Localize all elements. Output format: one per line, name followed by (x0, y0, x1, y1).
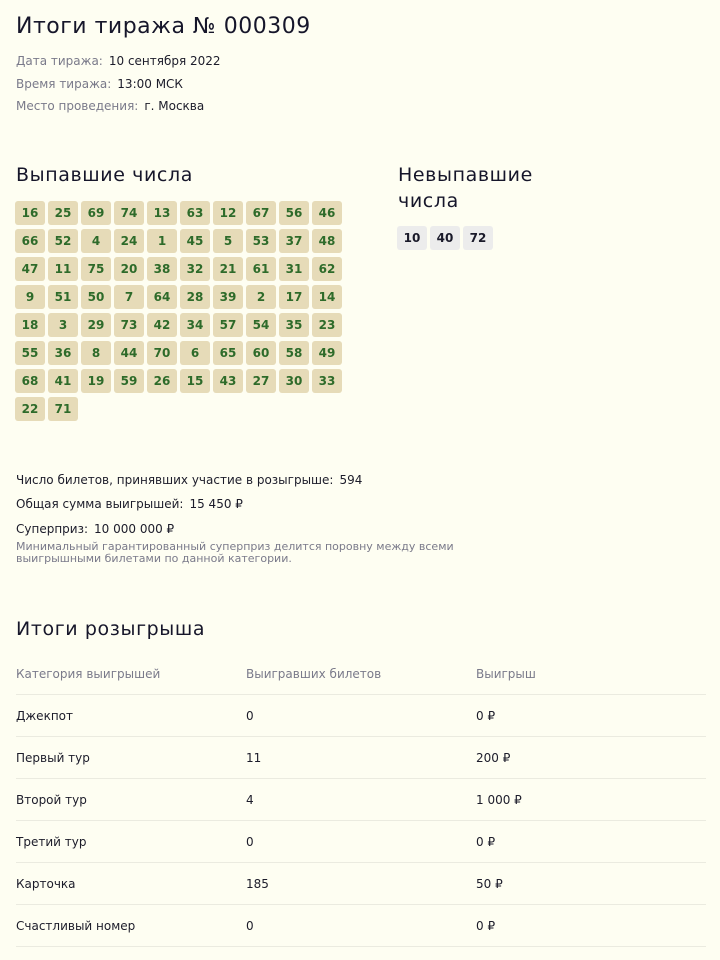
drawn-number: 23 (312, 313, 342, 337)
row-prize: 200 ₽ (476, 750, 511, 765)
draw-date-label: Дата тиража: (16, 54, 103, 68)
row-category: Первый тур (16, 750, 90, 765)
drawn-number: 74 (114, 201, 144, 225)
draw-time-value: 13:00 МСК (117, 77, 183, 91)
row-category: Третий тур (16, 834, 87, 849)
column-header-category: Категория выигрышей (16, 667, 161, 681)
drawn-number: 9 (15, 285, 45, 309)
not-drawn-numbers (397, 226, 493, 250)
drawn-number: 15 (180, 369, 210, 393)
row-prize: 1 000 ₽ (476, 792, 522, 807)
drawn-numbers-heading: Выпавшие числа (16, 164, 193, 186)
results-heading: Итоги розыгрыша (16, 618, 206, 640)
table-row (16, 821, 706, 863)
row-category: Второй тур (16, 792, 87, 807)
not-drawn-number: 10 (397, 226, 427, 250)
drawn-number: 33 (312, 369, 342, 393)
row-prize: 50 ₽ (476, 876, 503, 891)
column-header-winners: Выигравших билетов (246, 667, 382, 681)
results-table-header (16, 654, 706, 695)
drawn-number: 34 (180, 313, 210, 337)
drawn-number: 4 (81, 229, 111, 253)
row-winners: 0 (246, 918, 254, 933)
drawn-number: 64 (147, 285, 177, 309)
drawn-number: 3 (48, 313, 78, 337)
draw-place-value: г. Москва (144, 99, 205, 113)
row-category: Счастливый номер (16, 918, 136, 933)
drawn-number: 62 (312, 257, 342, 281)
draw-time-label: Время тиража: (16, 77, 112, 91)
drawn-number: 36 (48, 341, 78, 365)
drawn-number: 8 (81, 341, 111, 365)
draw-time (16, 77, 183, 91)
drawn-number: 55 (15, 341, 45, 365)
drawn-number: 7 (114, 285, 144, 309)
drawn-number: 25 (48, 201, 78, 225)
drawn-number: 22 (15, 397, 45, 421)
total-winnings-label: Общая сумма выигрышей: (16, 497, 184, 511)
drawn-number: 35 (279, 313, 309, 337)
drawn-number: 56 (279, 201, 309, 225)
drawn-number: 58 (279, 341, 309, 365)
drawn-number: 70 (147, 341, 177, 365)
drawn-number: 57 (213, 313, 243, 337)
row-winners: 11 (246, 750, 262, 765)
drawn-number: 49 (312, 341, 342, 365)
drawn-number: 2 (246, 285, 276, 309)
drawn-number: 66 (15, 229, 45, 253)
drawn-number: 13 (147, 201, 177, 225)
drawn-number: 50 (81, 285, 111, 309)
drawn-number: 47 (15, 257, 45, 281)
superprize-label: Суперприз: (16, 522, 89, 536)
drawn-number: 26 (147, 369, 177, 393)
total-winnings (16, 497, 243, 511)
page-title: Итоги тиража № 000309 (16, 14, 311, 39)
drawn-number: 12 (213, 201, 243, 225)
drawn-number: 6 (180, 341, 210, 365)
drawn-number: 60 (246, 341, 276, 365)
drawn-number: 39 (213, 285, 243, 309)
drawn-number: 65 (213, 341, 243, 365)
not-drawn-number: 40 (430, 226, 460, 250)
row-prize: 0 ₽ (476, 834, 496, 849)
drawn-number: 67 (246, 201, 276, 225)
drawn-number: 28 (180, 285, 210, 309)
drawn-number: 44 (114, 341, 144, 365)
table-row (16, 905, 706, 947)
drawn-number: 11 (48, 257, 78, 281)
tickets-count-value: 594 (339, 473, 363, 487)
drawn-number: 41 (48, 369, 78, 393)
drawn-number: 1 (147, 229, 177, 253)
superprize-note: Минимальный гарантированный суперприз делится поровну между всеми выигрышными билетами по данной категории. (16, 540, 454, 565)
drawn-number: 5 (213, 229, 243, 253)
drawn-number: 73 (114, 313, 144, 337)
superprize (16, 522, 174, 536)
draw-date-value: 10 сентября 2022 (108, 54, 221, 68)
row-winners: 0 (246, 834, 254, 849)
drawn-number: 68 (15, 369, 45, 393)
drawn-number: 75 (81, 257, 111, 281)
row-prize: 0 ₽ (476, 708, 496, 723)
not-drawn-number: 72 (463, 226, 493, 250)
drawn-number: 63 (180, 201, 210, 225)
row-prize: 0 ₽ (476, 918, 496, 933)
table-row (16, 779, 706, 821)
table-row (16, 863, 706, 905)
row-winners: 185 (246, 876, 269, 891)
drawn-number: 20 (114, 257, 144, 281)
table-row (16, 695, 706, 737)
drawn-number: 61 (246, 257, 276, 281)
drawn-number: 48 (312, 229, 342, 253)
drawn-number: 18 (15, 313, 45, 337)
draw-place (16, 99, 204, 113)
tickets-count-label: Число билетов, принявших участие в розыгрыше: (16, 473, 334, 487)
drawn-number: 19 (81, 369, 111, 393)
drawn-number: 46 (312, 201, 342, 225)
drawn-number: 53 (246, 229, 276, 253)
drawn-number: 37 (279, 229, 309, 253)
drawn-number: 21 (213, 257, 243, 281)
drawn-number: 30 (279, 369, 309, 393)
drawn-number: 71 (48, 397, 78, 421)
drawn-numbers-grid (15, 201, 355, 421)
drawn-number: 27 (246, 369, 276, 393)
drawn-number: 24 (114, 229, 144, 253)
drawn-number: 52 (48, 229, 78, 253)
drawn-number: 43 (213, 369, 243, 393)
draw-date (16, 54, 221, 68)
tickets-count (16, 473, 362, 487)
drawn-number: 59 (114, 369, 144, 393)
drawn-number: 38 (147, 257, 177, 281)
drawn-number: 54 (246, 313, 276, 337)
not-drawn-heading-line2: числа (398, 190, 459, 212)
drawn-number: 69 (81, 201, 111, 225)
total-winnings-value: 15 450 ₽ (189, 497, 243, 511)
column-header-prize: Выигрыш (476, 667, 536, 681)
not-drawn-heading-line1: Невыпавшие (398, 164, 533, 186)
drawn-number: 45 (180, 229, 210, 253)
row-category: Карточка (16, 876, 76, 891)
drawn-number: 31 (279, 257, 309, 281)
drawn-number: 14 (312, 285, 342, 309)
superprize-value: 10 000 000 ₽ (94, 522, 175, 536)
row-winners: 0 (246, 708, 254, 723)
table-row (16, 737, 706, 779)
row-category: Джекпот (16, 708, 73, 723)
results-table (16, 654, 706, 947)
drawn-number: 32 (180, 257, 210, 281)
row-winners: 4 (246, 792, 254, 807)
drawn-number: 17 (279, 285, 309, 309)
drawn-number: 42 (147, 313, 177, 337)
draw-place-label: Место проведения: (16, 99, 139, 113)
not-drawn-heading (398, 162, 533, 214)
drawn-number: 51 (48, 285, 78, 309)
drawn-number: 29 (81, 313, 111, 337)
drawn-number: 16 (15, 201, 45, 225)
